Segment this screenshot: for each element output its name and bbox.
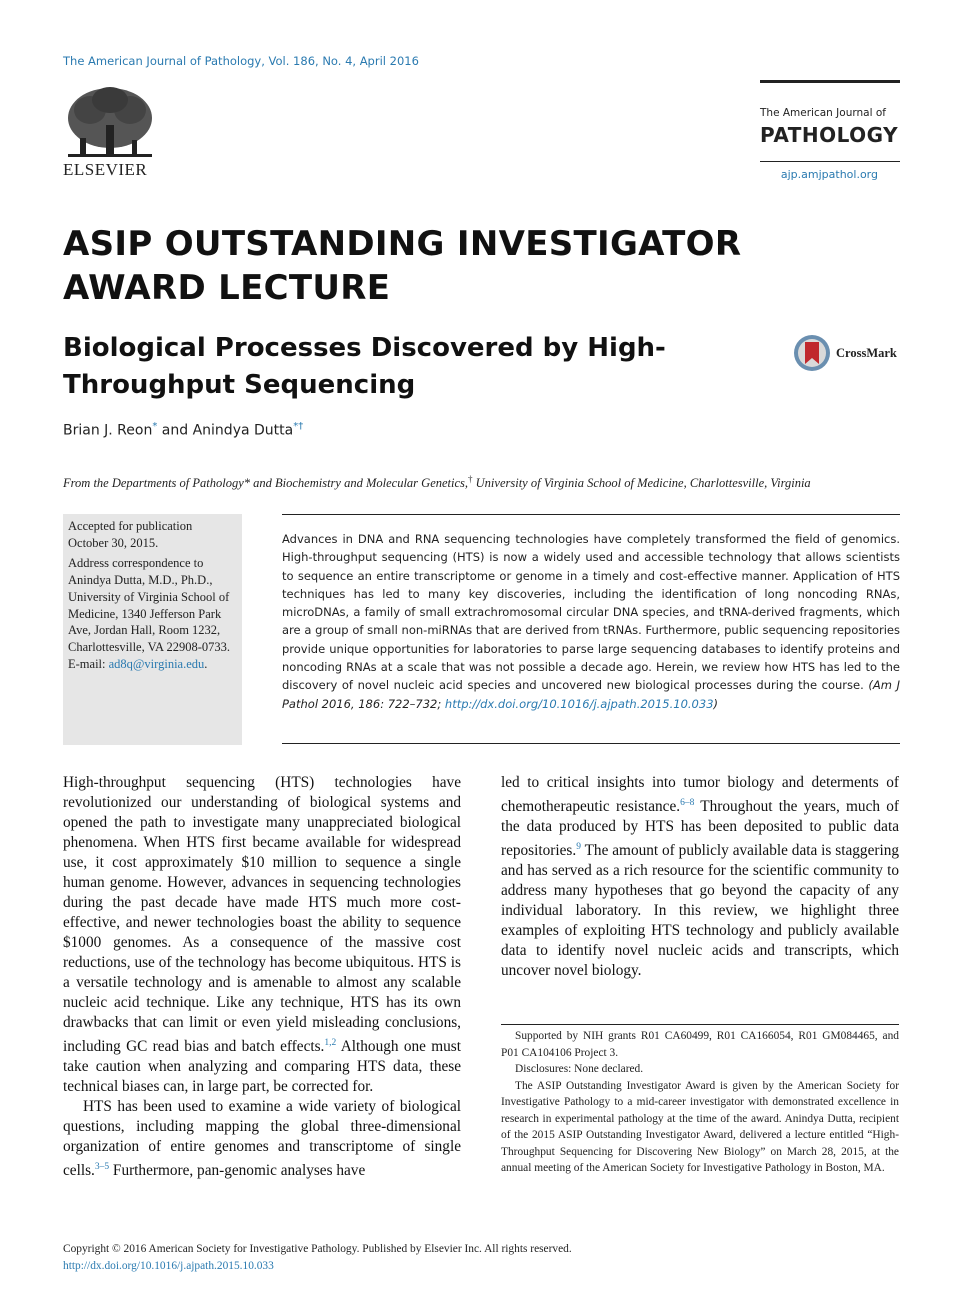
crossmark-badge[interactable] <box>792 333 897 373</box>
masthead-rule-top <box>760 80 900 83</box>
journal-name: PATHOLOGY <box>760 123 899 147</box>
journal-citation: The American Journal of Pathology, Vol. 186, No. 4, April 2016 <box>63 54 419 68</box>
author-mark: *† <box>293 421 304 432</box>
body-paragraph <box>63 773 461 1097</box>
accepted-line: Accepted for publication <box>68 519 193 533</box>
abstract-doi-link[interactable]: http://dx.doi.org/10.1016/j.ajpath.2015.10.033 <box>444 696 714 711</box>
abstract-rule-top <box>282 514 900 515</box>
address-text: Address correspondence to Anindya Dutta, M.D., Ph.D., University of Virginia School of Medicine, 1340 Jefferson Park Ave, Jordan Hall, Room 1232, Charlottesville, VA 22908-0733. E-mail: <box>68 556 231 671</box>
journal-name-small: The American Journal of <box>760 107 886 119</box>
author-list <box>63 421 303 439</box>
abstract-citation-end: ) <box>713 696 719 711</box>
affiliation-text: From the Departments of Pathology* and Biochemistry and Molecular Genetics, <box>63 476 469 491</box>
correspondence-address <box>68 555 236 672</box>
journal-url-link[interactable]: ajp.amjpathol.org <box>780 168 878 181</box>
abstract-citation: (Am J Pathol 2016, 186: 722–732; <box>282 678 900 711</box>
body-column-right <box>501 773 899 981</box>
award-note: The ASIP Outstanding Investigator Award is given by the American Society for Investigative Pathology to a mid-career investigator with demonstrated excellence in research in experimental pathology at the time of the award. Anindya Dutta, recipient of the 2015 ASIP Outstanding Investigator Award, delivered a lecture entitled “High-Throughput Sequencing for Discovering New Biology” on March 28, 2015, at the annual meeting of the American Society for Investigative Pathology in Boston, MA. <box>501 1079 899 1174</box>
abstract <box>282 530 900 713</box>
accepted-date: October 30, 2015. <box>68 535 159 550</box>
body-text: Although one must take caution when analyzing and comparing HTS data, these technical biases can, in large part, be corrected for. <box>63 1038 461 1096</box>
affiliation <box>63 474 923 491</box>
section-title: ASIP OUTSTANDING INVESTIGATOR AWARD LECTURE <box>63 224 742 308</box>
body-column-left <box>63 773 461 1181</box>
affiliation-text: University of Virginia School of Medicine, Charlottesville, Virginia <box>472 476 811 491</box>
affiliation-mark: † <box>468 474 473 484</box>
body-paragraph <box>501 773 899 981</box>
funding-note: Supported by NIH grants R01 CA60499, R01 CA166054, R01 GM084465, and P01 CA104106 Project 3. <box>501 1030 899 1059</box>
crossmark-label: CrossMark <box>836 345 897 360</box>
address-end: . <box>204 656 208 671</box>
author-joiner: and <box>157 422 193 439</box>
article-title: Biological Processes Discovered by High-Throughput Sequencing <box>63 333 666 400</box>
reference-link[interactable]: 9 <box>576 842 581 853</box>
reference-link[interactable]: 3–5 <box>94 1162 110 1173</box>
copyright-block <box>63 1241 923 1274</box>
body-paragraph <box>63 1097 461 1181</box>
footnotes <box>501 1028 899 1177</box>
elsevier-wordmark: ELSEVIER <box>63 160 148 179</box>
footnote-rule <box>501 1024 899 1025</box>
body-text: Throughout the years, much of the data produced by HTS has been deposited to public data repositories. <box>501 798 899 860</box>
article-info-sidebar <box>63 514 242 745</box>
article-doi-link[interactable]: http://dx.doi.org/10.1016/j.ajpath.2015.10.033 <box>63 1259 274 1272</box>
reference-link[interactable]: 1,2 <box>324 1038 337 1048</box>
reference-link[interactable]: 6–8 <box>680 798 695 808</box>
crossmark-icon <box>792 333 832 373</box>
email-link[interactable]: ad8q@virginia.edu <box>108 656 205 671</box>
author-name[interactable]: Brian J. Reon <box>63 422 153 439</box>
disclosure-note: Disclosures: None declared. <box>515 1063 644 1075</box>
masthead-rule-bottom <box>760 161 900 162</box>
body-text: led to critical insights into tumor biology and determents of chemotherapeutic resistance. <box>501 774 899 816</box>
copyright-line: Copyright © 2016 American Society for Investigative Pathology. Published by Elsevier Inc. All rights reserved. <box>63 1243 572 1255</box>
journal-masthead <box>760 80 900 181</box>
abstract-text: Advances in DNA and RNA sequencing technologies have completely transformed the field of genomics. High-throughput sequencing (HTS) is now a widely used and accessible technology that allows scientists to sequence an entire transcriptome or genome in a timely and cost-effective manner. Application of HTS techniques has led to many key discoveries, including the identification of long noncoding RNAs, microDNAs, a family of small extrachromosomal circular DNA species, and tRNA-derived fragments, which are a group of small non-miRNAs that are derived from tRNAs. Furthermore, public sequencing repositories provide unique opportunities for laboratories to parse large sequencing databases to identify proteins and noncoding RNAs at a scale that was not possible a decade ago. Herein, we review how HTS has led to the discovery of novel nucleic acid species and uncovered new biological processes during the course. <box>282 532 900 693</box>
abstract-rule-bottom <box>282 743 900 744</box>
body-text: Furthermore, pan-genomic analyses have <box>109 1162 366 1180</box>
body-text: The amount of publicly available data is staggering and has served as a rich resource for the scientific community to address many hypotheses that go beyond the capacity of any individual laboratory. In this review, we highlight three examples of exploiting HTS technology and publicly available data to identify novel nucleic acids and transcripts, which uncover novel biology. <box>501 842 899 980</box>
body-text: High-throughput sequencing (HTS) technologies have revolutionized our understanding of biological systems and opened the path to investigate many unappreciated biological phenomena. When HTS first became available for widespread use, it cost approximately $10 million to sequence a single human genome. However, advances in sequencing technologies during the past decade have made HTS much more cost-effective, and newer technologies boast the ability to sequence $1000 genomes. As a consequence of the massive cost reductions, use of the technology has become ubiquitous. HTS is a versatile technology and is amenable to almost any scalable nucleic acid technique. Like any technique, HTS has its own drawbacks that can limit or even yield misleading conclusions, including GC read bias and batch effects. <box>63 774 461 1056</box>
author-name[interactable]: Anindya Dutta <box>192 422 294 439</box>
author-mark: * <box>152 421 158 432</box>
body-text: HTS has been used to examine a wide variety of biological questions, including mapping the global three-dimensional organization of entire genomes and transcriptome of single cells. <box>63 1098 461 1180</box>
